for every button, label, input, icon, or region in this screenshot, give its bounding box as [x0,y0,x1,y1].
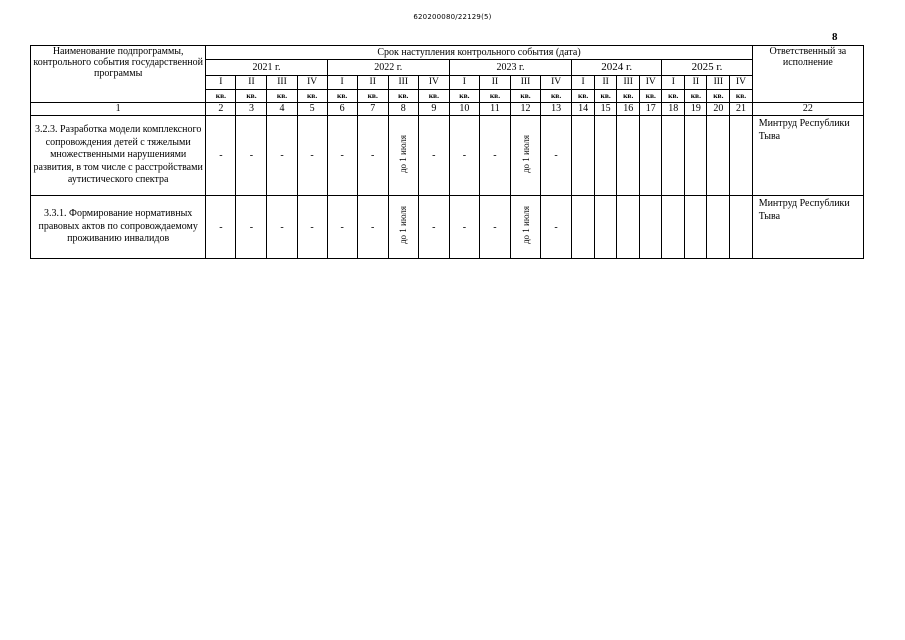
schedule-cell [595,196,617,259]
column-number: 6 [327,103,357,116]
column-number: 20 [707,103,730,116]
schedule-cell: - [297,116,327,196]
document-code: 620200080/22129(5) [413,13,492,21]
quarter-label: IV [541,76,572,90]
header-responsible: Ответственный за исполнение [752,46,863,103]
schedule-cell: - [357,116,388,196]
responsible-cell: Минтруд Республики Тыва [752,116,863,196]
quarter-suffix: кв. [236,90,267,103]
schedule-cell: - [541,196,572,259]
column-number: 10 [449,103,479,116]
quarter-suffix: кв. [730,90,752,103]
quarter-suffix: кв. [449,90,479,103]
quarter-label: IV [297,76,327,90]
quarter-label: II [685,76,707,90]
schedule-cell: - [297,196,327,259]
column-number: 12 [510,103,540,116]
column-number: 2 [206,103,236,116]
quarter-suffix: кв. [572,90,595,103]
event-name: 3.2.3. Разработка модели комплексного сопровождения детей с тяжелыми множественными нарушениями развития, в том числе с расстройствами аутистического спектра [31,116,206,196]
header-name-column: Наименование подпрограммы, контрольного события государственной программы [31,46,206,103]
quarter-label: IV [418,76,449,90]
quarter-label: IV [730,76,752,90]
column-number: 13 [541,103,572,116]
schedule-cell [685,196,707,259]
schedule-cell [640,196,662,259]
schedule-cell [707,116,730,196]
schedule-cell [685,116,707,196]
schedule-cell: - [418,196,449,259]
header-year-2023: 2023 г. [449,60,571,76]
table-row [31,116,864,196]
control-events-table [30,45,864,259]
column-number: 11 [479,103,510,116]
schedule-cell: - [206,196,236,259]
quarter-suffix: кв. [388,90,418,103]
quarter-label: III [388,76,418,90]
schedule-cell-deadline [510,116,540,196]
schedule-cell: - [327,116,357,196]
quarter-suffix: кв. [418,90,449,103]
quarter-suffix: кв. [541,90,572,103]
quarter-label: III [267,76,297,90]
schedule-cell: - [449,196,479,259]
column-number: 14 [572,103,595,116]
deadline-text: до 1 июля [520,134,531,174]
schedule-cell [662,116,685,196]
quarter-suffix: кв. [206,90,236,103]
column-number: 8 [388,103,418,116]
schedule-cell: - [479,196,510,259]
quarter-suffix: кв. [267,90,297,103]
quarter-label: I [572,76,595,90]
quarter-label: IV [640,76,662,90]
schedule-cell: - [267,196,297,259]
quarter-suffix: кв. [707,90,730,103]
schedule-cell: - [449,116,479,196]
quarter-label: II [595,76,617,90]
quarter-label: I [206,76,236,90]
quarter-label: II [479,76,510,90]
schedule-cell: - [236,196,267,259]
column-number: 18 [662,103,685,116]
header-year-2024: 2024 г. [572,60,662,76]
schedule-cell [730,196,752,259]
page-number: 8 [832,31,838,43]
column-number-row [31,103,864,116]
schedule-cell: - [357,196,388,259]
quarter-suffix: кв. [595,90,617,103]
column-number: 22 [752,103,863,116]
column-number: 1 [31,103,206,116]
schedule-cell-deadline [388,116,418,196]
responsible-cell: Минтруд Республики Тыва [752,196,863,259]
header-year-2022: 2022 г. [327,60,449,76]
header-year-2025: 2025 г. [662,60,752,76]
quarter-suffix: кв. [640,90,662,103]
quarter-label: I [662,76,685,90]
column-number: 19 [685,103,707,116]
schedule-cell [617,196,640,259]
schedule-cell [572,196,595,259]
deadline-text: до 1 июля [520,206,531,245]
column-number: 15 [595,103,617,116]
table-row [31,196,864,259]
quarter-suffix: кв. [510,90,540,103]
schedule-cell [572,116,595,196]
column-number: 9 [418,103,449,116]
schedule-cell [617,116,640,196]
quarter-label: III [707,76,730,90]
quarter-label: I [449,76,479,90]
header-year-2021: 2021 г. [206,60,327,76]
quarter-label: II [357,76,388,90]
schedule-cell: - [418,116,449,196]
schedule-cell: - [479,116,510,196]
schedule-cell: - [327,196,357,259]
column-number: 3 [236,103,267,116]
column-number: 21 [730,103,752,116]
schedule-cell: - [541,116,572,196]
column-number: 5 [297,103,327,116]
header-deadline: Срок наступления контрольного события (дата) [206,46,752,60]
schedule-cell: - [206,116,236,196]
schedule-cell-deadline [510,196,540,259]
schedule-cell-deadline [388,196,418,259]
quarter-suffix: кв. [357,90,388,103]
quarter-suffix: кв. [327,90,357,103]
column-number: 4 [267,103,297,116]
schedule-cell [595,116,617,196]
schedule-cell: - [267,116,297,196]
deadline-text: до 1 июля [398,134,409,174]
deadline-text: до 1 июля [398,206,409,245]
event-name: 3.3.1. Формирование нормативных правовых актов по сопровождаемому проживанию инвалидов [31,196,206,259]
column-number: 16 [617,103,640,116]
schedule-cell [707,196,730,259]
column-number: 17 [640,103,662,116]
schedule-cell [662,196,685,259]
quarter-label: III [617,76,640,90]
quarter-suffix: кв. [479,90,510,103]
schedule-cell [640,116,662,196]
quarter-suffix: кв. [662,90,685,103]
quarter-label: III [510,76,540,90]
quarter-suffix: кв. [617,90,640,103]
schedule-cell: - [236,116,267,196]
quarter-label: II [236,76,267,90]
column-number: 7 [357,103,388,116]
quarter-label: I [327,76,357,90]
quarter-suffix: кв. [685,90,707,103]
quarter-suffix: кв. [297,90,327,103]
schedule-cell [730,116,752,196]
